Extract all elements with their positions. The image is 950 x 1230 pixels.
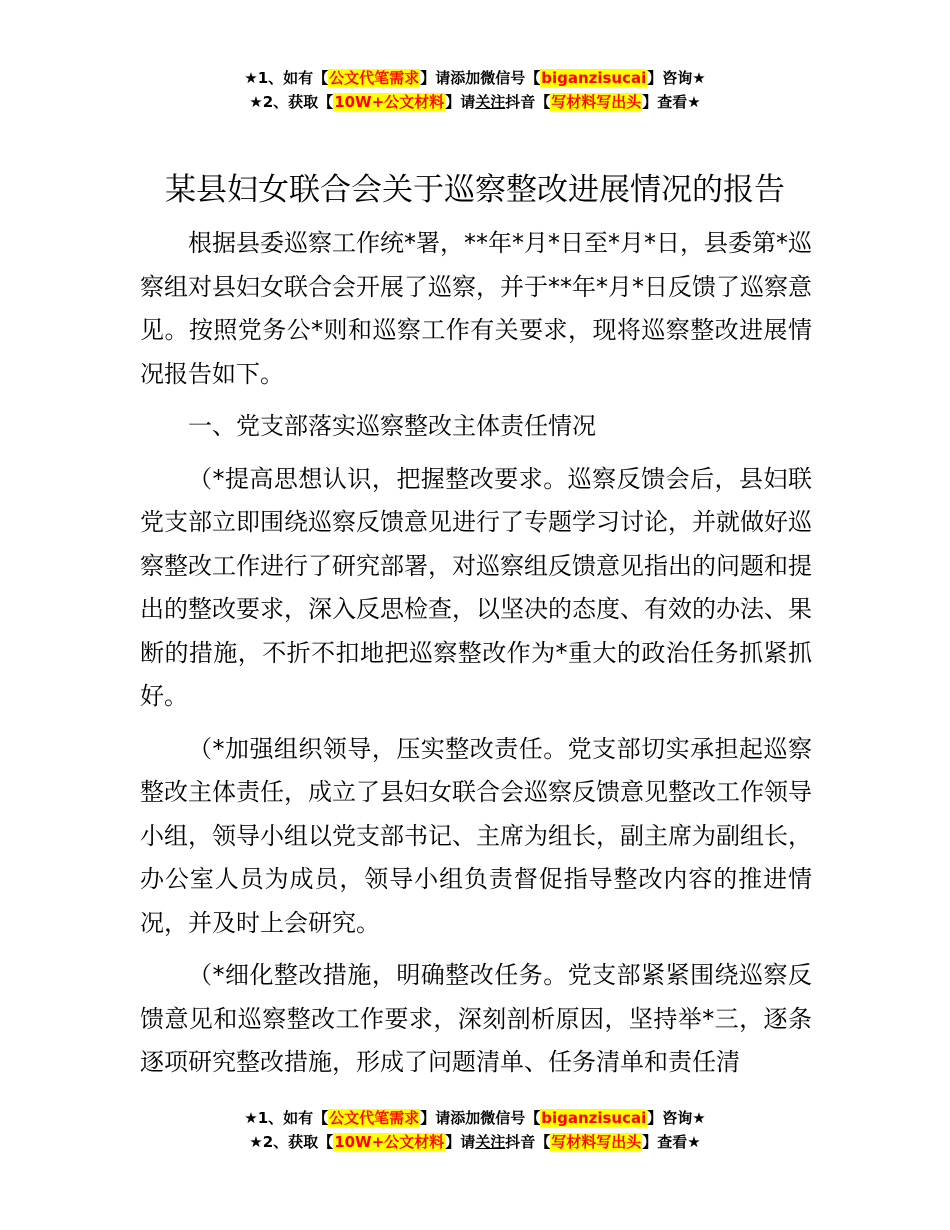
banner-line-2	[0, 90, 950, 114]
banner-text: 】请	[445, 1133, 476, 1151]
banner-text: 】请添加微信号【	[420, 1109, 541, 1127]
header-banner	[0, 66, 950, 114]
banner-text: ★2、获取【	[249, 1133, 334, 1151]
highlight-wechat-id: biganzisucai	[541, 69, 647, 87]
highlight-service: 公文代笔需求	[329, 69, 420, 87]
highlight-wechat-id: biganzisucai	[541, 1109, 647, 1127]
banner-text: 】请	[445, 93, 476, 111]
banner-text: 抖音【	[505, 93, 551, 111]
paragraph-item-2: （*加强组织领导，压实整改责任。党支部切实承担起巡察整改主体责任，成立了县妇女联合会巡察反馈意见整改工作领导小组，领导小组以党支部书记、主席为组长，副主席为副组长，办公室人员为成员，领导小组负责督促指导整改内容的推进情况，并及时上会研究。	[140, 734, 812, 937]
banner-text: 抖音【	[505, 1133, 551, 1151]
highlight-service: 公文代笔需求	[329, 1109, 420, 1127]
highlight-materials: 10W+公文材料	[334, 1133, 445, 1151]
footer-banner	[0, 1106, 950, 1154]
banner-line-1	[0, 1106, 950, 1130]
banner-text: 】咨询★	[647, 69, 706, 87]
highlight-materials: 10W+公文材料	[334, 93, 445, 111]
paragraph-item-1: （*提高思想认识，把握整改要求。巡察反馈会后，县妇联党支部立即围绕巡察反馈意见进行了专题学习讨论，并就做好巡察整改工作进行了研究部署，对巡察组反馈意见指出的问题和提出的整改要求，深入反思检查，以坚决的态度、有效的办法、果断的措施，不折不扣地把巡察整改作为*重大的政治任务抓紧抓好。	[140, 464, 812, 710]
highlight-douyin-account: 写材料写出头	[551, 1133, 642, 1151]
banner-line-2	[0, 1130, 950, 1154]
document-title: 某县妇女联合会关于巡察整改进展情况的报告	[165, 172, 785, 208]
underlined-follow: 关注	[475, 1133, 506, 1151]
banner-text: 】咨询★	[647, 1109, 706, 1127]
highlight-douyin-account: 写材料写出头	[551, 93, 642, 111]
banner-text: ★1、如有【	[244, 1109, 329, 1127]
banner-text: 】请添加微信号【	[420, 69, 541, 87]
banner-line-1	[0, 66, 950, 90]
document-body	[140, 222, 812, 1085]
banner-text: ★2、获取【	[249, 93, 334, 111]
banner-text: 】查看★	[642, 93, 701, 111]
paragraph-item-3: （*细化整改措施，明确整改任务。党支部紧紧围绕巡察反馈意见和巡察整改工作要求，深刻剖析原因，坚持举*三，逐条逐项研究整改措施，形成了问题清单、任务清单和责任清	[140, 961, 812, 1076]
banner-text: 】查看★	[642, 1133, 701, 1151]
paragraph-intro: 根据县委巡察工作统*署，**年*月*日至*月*日，县委第*巡察组对县妇女联合会开展了巡察，并于**年*月*日反馈了巡察意见。按照党务公*则和巡察工作有关要求，现将巡察整改进展情况报告如下。	[140, 229, 812, 388]
banner-text: ★1、如有【	[244, 69, 329, 87]
section-heading-1: 一、党支部落实巡察整改主体责任情况	[188, 412, 596, 440]
underlined-follow: 关注	[475, 93, 506, 111]
